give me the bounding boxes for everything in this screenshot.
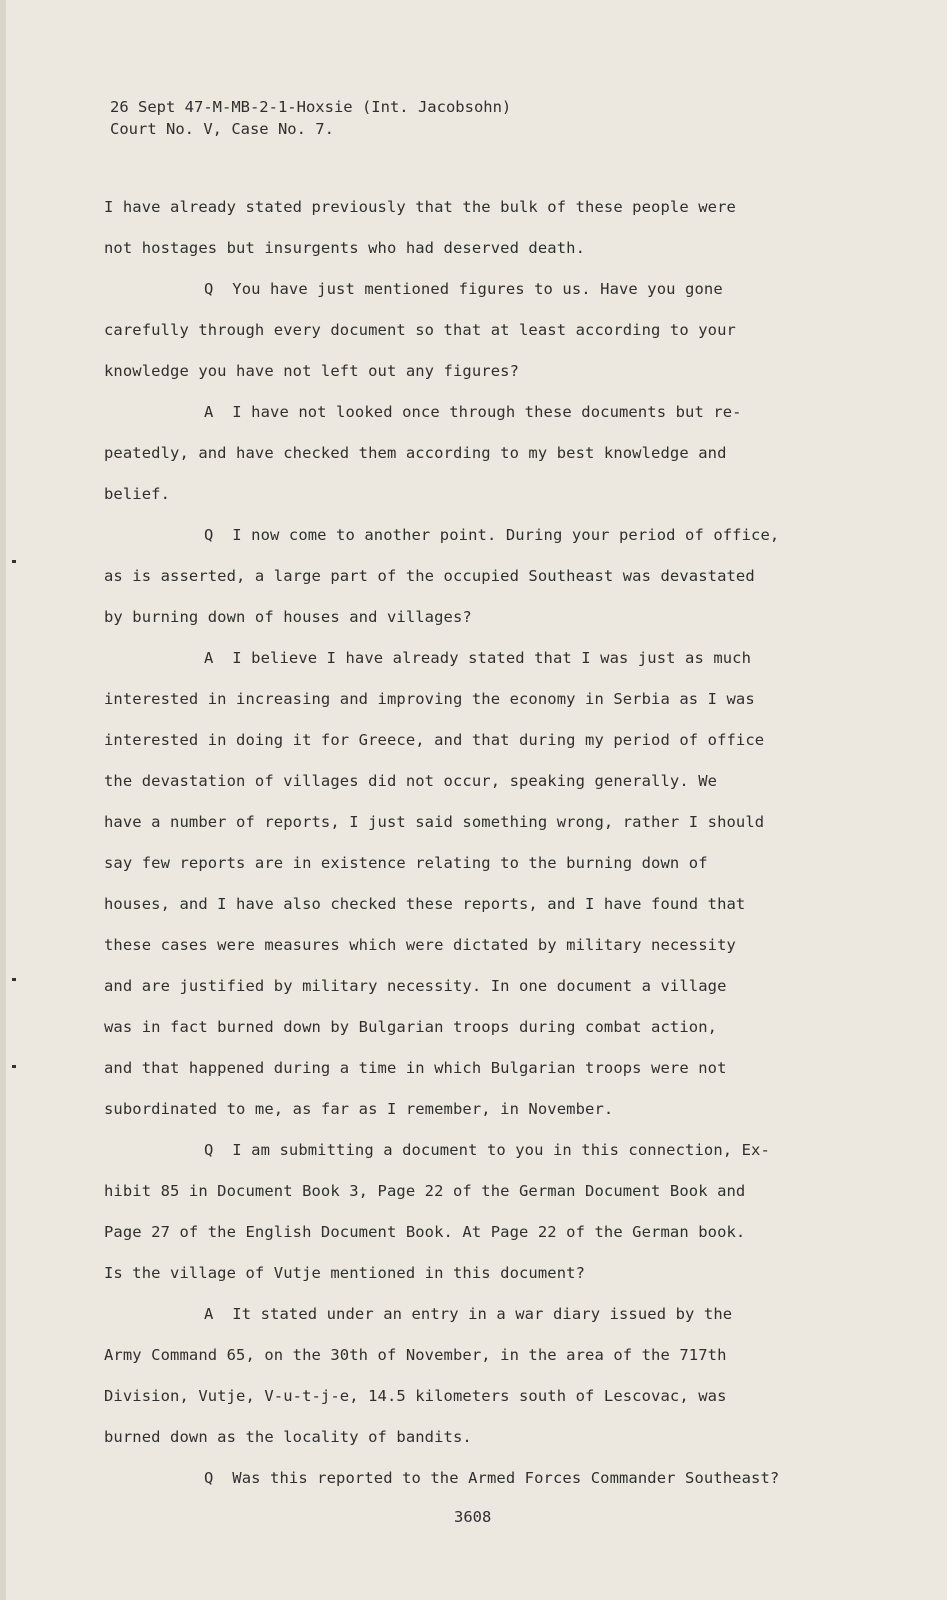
text-line: hibit 85 in Document Book 3, Page 22 of the German Document Book and	[104, 1182, 746, 1200]
text-line: was in fact burned down by Bulgarian troops during combat action,	[104, 1018, 718, 1036]
text-line: Q You have just mentioned figures to us. Have you gone	[204, 280, 723, 298]
header-line-2: Court No. V, Case No. 7.	[110, 120, 334, 138]
margin-mark	[12, 978, 16, 981]
text-line: Army Command 65, on the 30th of November, in the area of the 717th	[104, 1346, 727, 1364]
text-line: burned down as the locality of bandits.	[104, 1428, 472, 1446]
text-line: Is the village of Vutje mentioned in this document?	[104, 1264, 586, 1282]
text-line: interested in doing it for Greece, and that during my period of office	[104, 731, 765, 749]
text-line: as is asserted, a large part of the occupied Southeast was devastated	[104, 567, 755, 585]
margin-mark	[12, 1065, 16, 1068]
text-line: A It stated under an entry in a war diary issued by the	[204, 1305, 733, 1323]
header-line-1: 26 Sept 47-M-MB-2-1-Hoxsie (Int. Jacobsohn)	[110, 98, 512, 116]
text-line: knowledge you have not left out any figures?	[104, 362, 519, 380]
text-line: A I have not looked once through these documents but re-	[204, 403, 742, 421]
text-line: by burning down of houses and villages?	[104, 608, 472, 626]
text-line: subordinated to me, as far as I remember, in November.	[104, 1100, 614, 1118]
text-line: I have already stated previously that the bulk of these people were	[104, 198, 736, 216]
text-line: Q I am submitting a document to you in this connection, Ex-	[204, 1141, 770, 1159]
text-line: have a number of reports, I just said something wrong, rather I should	[104, 813, 765, 831]
text-line: houses, and I have also checked these reports, and I have found that	[104, 895, 746, 913]
text-line: not hostages but insurgents who had deserved death.	[104, 239, 586, 257]
page-number: 3608	[454, 1508, 492, 1526]
text-line: the devastation of villages did not occur, speaking generally. We	[104, 772, 718, 790]
text-line: A I believe I have already stated that I was just as much	[204, 649, 752, 667]
text-line: belief.	[104, 485, 171, 503]
text-line: peatedly, and have checked them according to my best knowledge and	[104, 444, 727, 462]
text-line: say few reports are in existence relating to the burning down of	[104, 854, 708, 872]
margin-mark	[12, 560, 16, 563]
text-line: interested in increasing and improving the economy in Serbia as I was	[104, 690, 755, 708]
text-line: and are justified by military necessity. In one document a village	[104, 977, 727, 995]
text-line: and that happened during a time in which Bulgarian troops were not	[104, 1059, 727, 1077]
text-line: these cases were measures which were dictated by military necessity	[104, 936, 736, 954]
document-page	[6, 0, 947, 1600]
text-line: Q I now come to another point. During your period of office,	[204, 526, 780, 544]
text-line: carefully through every document so that at least according to your	[104, 321, 736, 339]
text-line: Q Was this reported to the Armed Forces Commander Southeast?	[204, 1469, 780, 1487]
text-line: Division, Vutje, V-u-t-j-e, 14.5 kilometers south of Lescovac, was	[104, 1387, 727, 1405]
text-line: Page 27 of the English Document Book. At Page 22 of the German book.	[104, 1223, 746, 1241]
document-header	[110, 96, 511, 140]
